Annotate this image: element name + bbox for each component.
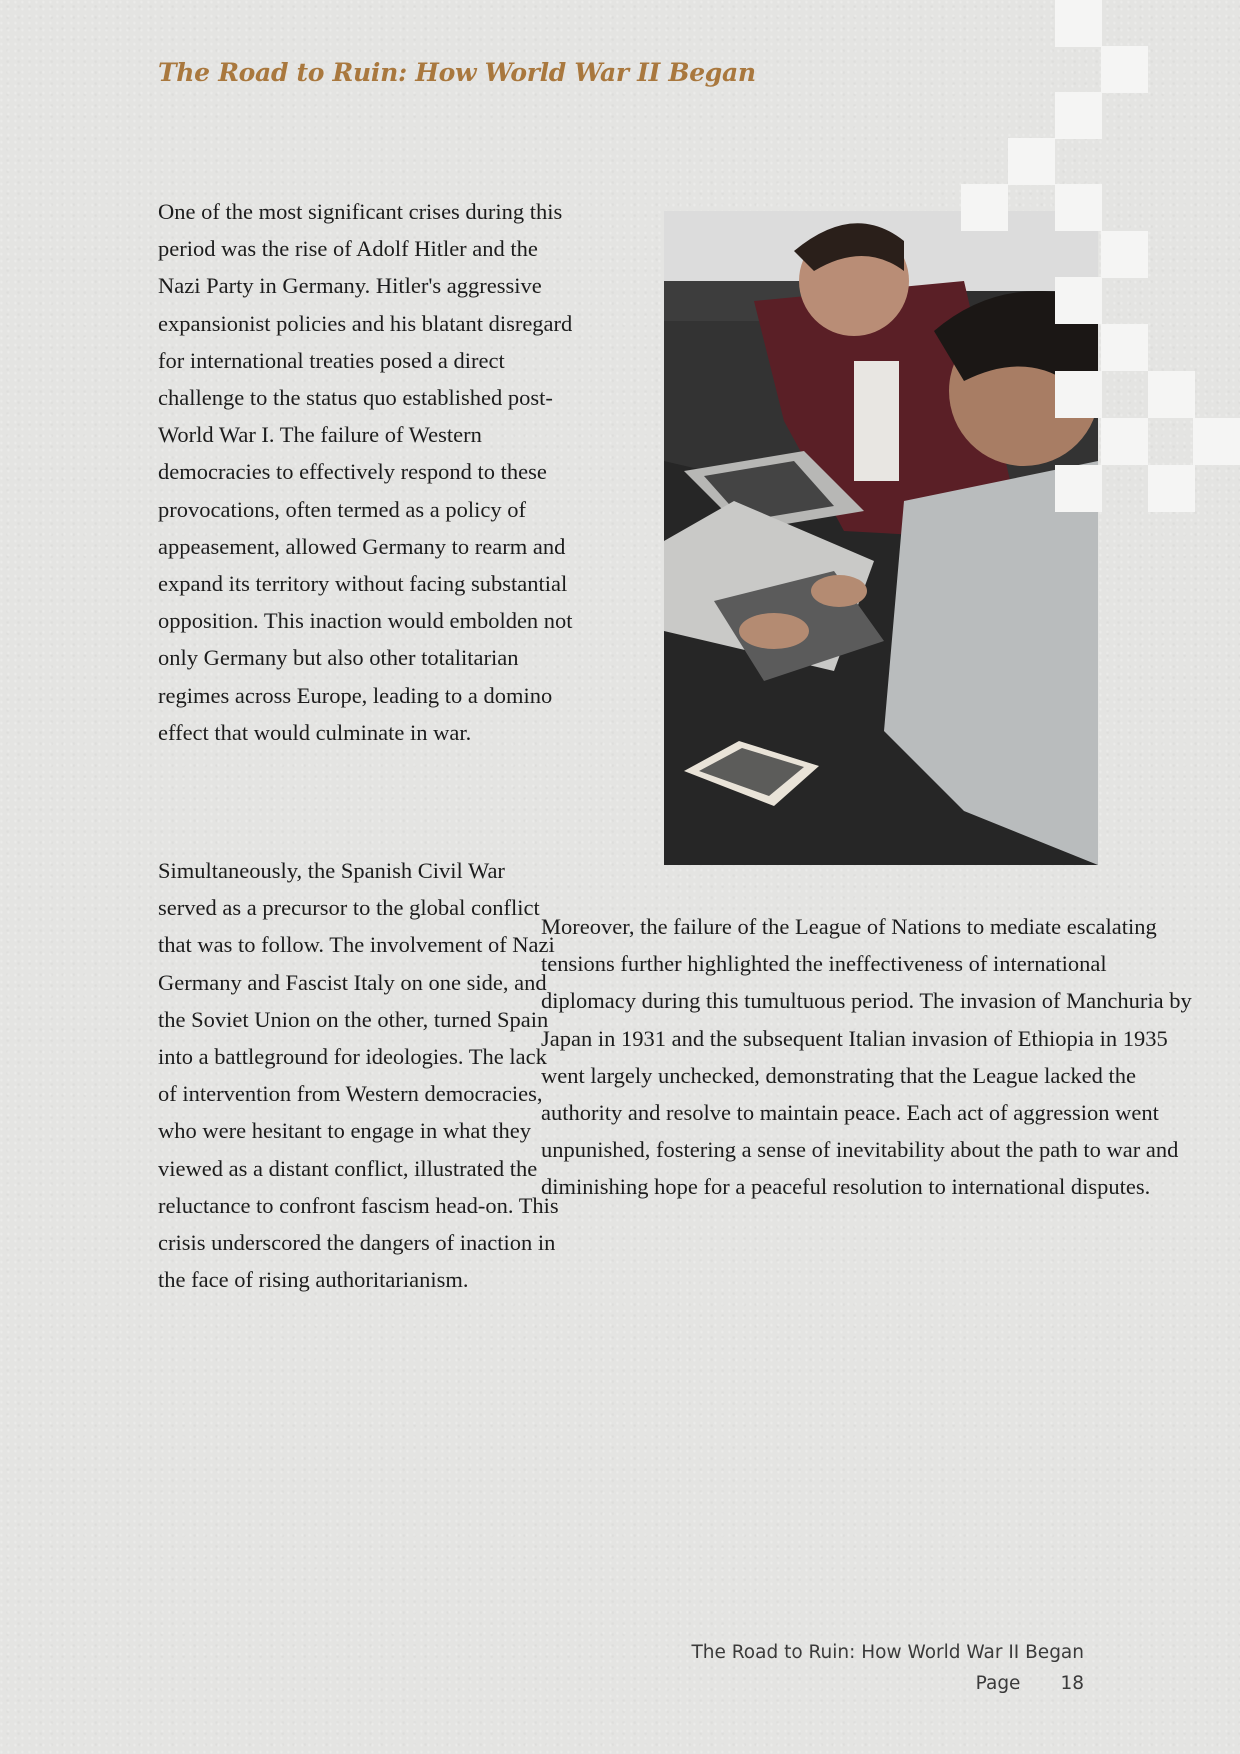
body-paragraph-2: Simultaneously, the Spanish Civil War served as a precursor to the global conflict that was to follow. The involvement of Nazi Germany and Fascist Italy on one side, and the Soviet Union on the other, turned Spain into a battleground for ideologies. The lack of intervention from Western democracies, who were hesitant to engage in what they viewed as a distant conflict, illustrated the reluctance to confront fascism head-on. This crisis underscored the dangers of inaction in the face of rising authoritarianism. [158,858,559,1293]
decorative-checker-square [1055,465,1102,512]
footer-document-title: The Road to Ruin: How World War II Began [691,1642,1084,1663]
decorative-checker-square [1101,418,1148,465]
decorative-checker-square [1055,184,1102,231]
decorative-checker-square [1148,465,1195,512]
footer-page-value: 18 [1060,1673,1084,1694]
decorative-checker-square [1055,92,1102,139]
body-paragraph-1: One of the most significant crises during this period was the rise of Adolf Hitler and the Nazi Party in Germany. Hitler's aggressive expansionist policies and his blatant disregard for international treaties posed a direct challenge to the status quo established post-World War I. The failure of Western democracies to effectively respond to these provocations, often termed as a policy of appeasement, allowed Germany to rearm and expand its territory without facing substantial opposition. This inaction would embolden not only Germany but also other totalitarian regimes across Europe, leading to a domino effect that would culminate in war. [158,199,573,745]
decorative-checker-square [1008,138,1055,185]
body-paragraph-3: Moreover, the failure of the League of Nations to mediate escalating tensions further highlighted the ineffectiveness of international diplomacy during this tumultuous period. The invasion of Manchuria by Japan in 1931 and the subsequent Italian invasion of Ethiopia in 1935 went largely unchecked, demonstrating that the League lacked the authority and resolve to maintain peace. Each act of aggression went unpunished, fostering a sense of inevitability about the path to war and diminishing hope for a peaceful resolution to international disputes. [541,914,1192,1200]
footer-page-number [976,1673,1084,1694]
decorative-checker-square [1148,371,1195,418]
footer-page-label: Page [975,1673,1021,1694]
decorative-checker-square [961,184,1008,231]
decorative-checker-square [1193,418,1240,465]
decorative-checker-square [1101,231,1148,278]
decorative-checker-square [1101,324,1148,371]
document-header-title: The Road to Ruin: How World War II Began [158,58,756,87]
photo-people-with-laptops [664,211,1098,865]
decorative-checker-square [1055,277,1102,324]
decorative-checker-square [1055,0,1102,47]
decorative-checker-square [1055,371,1102,418]
decorative-checker-square [1101,46,1148,93]
